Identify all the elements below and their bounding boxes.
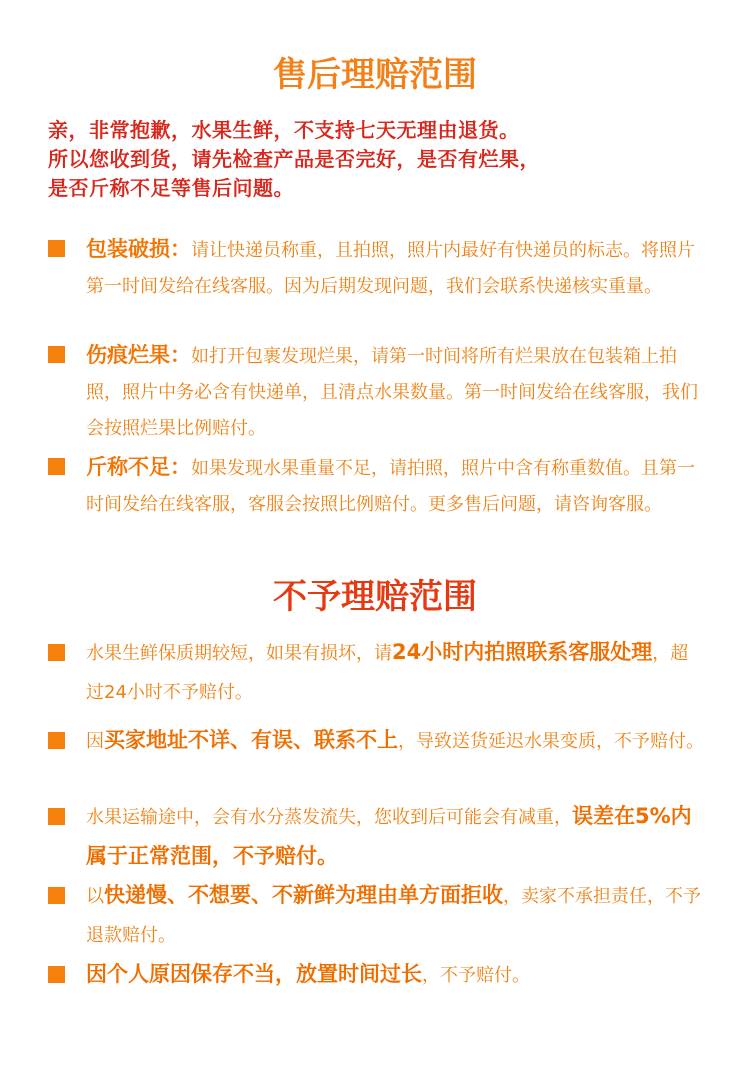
intro-line: 是否斤称不足等售后问题。: [48, 176, 294, 200]
claim-item-label: 包装破损：: [86, 237, 191, 261]
claim-item-text: [86, 337, 706, 447]
section1-title: 售后理赔范围: [273, 55, 477, 95]
bullet-square-icon: [48, 732, 65, 749]
exclusion-post: ，超过24小时不予赔付。: [86, 643, 689, 703]
exclusion-emphasis: 24小时内拍照联系客服处理: [392, 640, 653, 664]
bullet-square-icon: [48, 240, 65, 257]
section2-title: 不予理赔范围: [273, 577, 477, 617]
intro-line: 亲，非常抱歉，水果生鲜，不支持七天无理由退货。: [48, 118, 520, 142]
exclusion-emphasis: 因个人原因保存不当，放置时间过长: [86, 962, 422, 986]
exclusion-text: [86, 955, 706, 995]
exclusion-emphasis: 买家地址不详、有误、联系不上: [104, 728, 398, 752]
intro-notice: [48, 116, 728, 203]
exclusion-emphasis: 快递慢、不想要、不新鲜为理由单方面拒收: [104, 883, 503, 907]
bullet-square-icon: [48, 346, 65, 363]
claim-item-desc: 如打开包裹发现烂果，请第一时间将所有烂果放在包装箱上拍照，照片中务必含有快递单，且清点水果数量。第一时间发给在线客服，我们会按照烂果比例赔付。: [86, 346, 698, 439]
exclusion-pre: 水果生鲜保质期较短，如果有损坏，请: [86, 643, 392, 664]
claim-item-text: [86, 231, 706, 305]
claim-item-label: 斤称不足：: [86, 455, 191, 479]
exclusion-pre: 因: [86, 731, 104, 752]
exclusion-pre: 水果运输途中，会有水分蒸发流失，您收到后可能会有减重，: [86, 807, 572, 828]
claim-item-text: [86, 449, 706, 523]
bullet-square-icon: [48, 966, 65, 983]
bullet-square-icon: [48, 887, 65, 904]
intro-line: 所以您收到货，请先检查产品是否完好，是否有烂果，: [48, 147, 540, 171]
bullet-square-icon: [48, 808, 65, 825]
claim-item-desc: 如果发现水果重量不足，请拍照，照片中含有称重数值。且第一时间发给在线客服，客服会按照比例赔付。更多售后问题，请咨询客服。: [86, 458, 695, 515]
claim-item-desc: 请让快递员称重，且拍照，照片内最好有快递员的标志。将照片第一时间发给在线客服。因为后期发现问题，我们会联系快递核实重量。: [86, 240, 695, 297]
exclusion-post: ，导致送货延迟水果变质，不予赔付。: [398, 731, 704, 752]
exclusion-text: [86, 797, 706, 877]
exclusion-text: [86, 721, 706, 761]
exclusion-post: ，卖家不承担责任，不予退款赔付。: [86, 886, 701, 946]
exclusion-emphasis: 误差在5%内属于正常范围，不予赔付。: [86, 804, 692, 868]
bullet-square-icon: [48, 644, 65, 661]
exclusion-pre: 以: [86, 886, 104, 907]
exclusion-text: [86, 633, 706, 712]
exclusion-text: [86, 876, 706, 955]
exclusion-post: ，不予赔付。: [422, 965, 530, 986]
bullet-square-icon: [48, 458, 65, 475]
claim-item-label: 伤痕烂果：: [86, 343, 191, 367]
